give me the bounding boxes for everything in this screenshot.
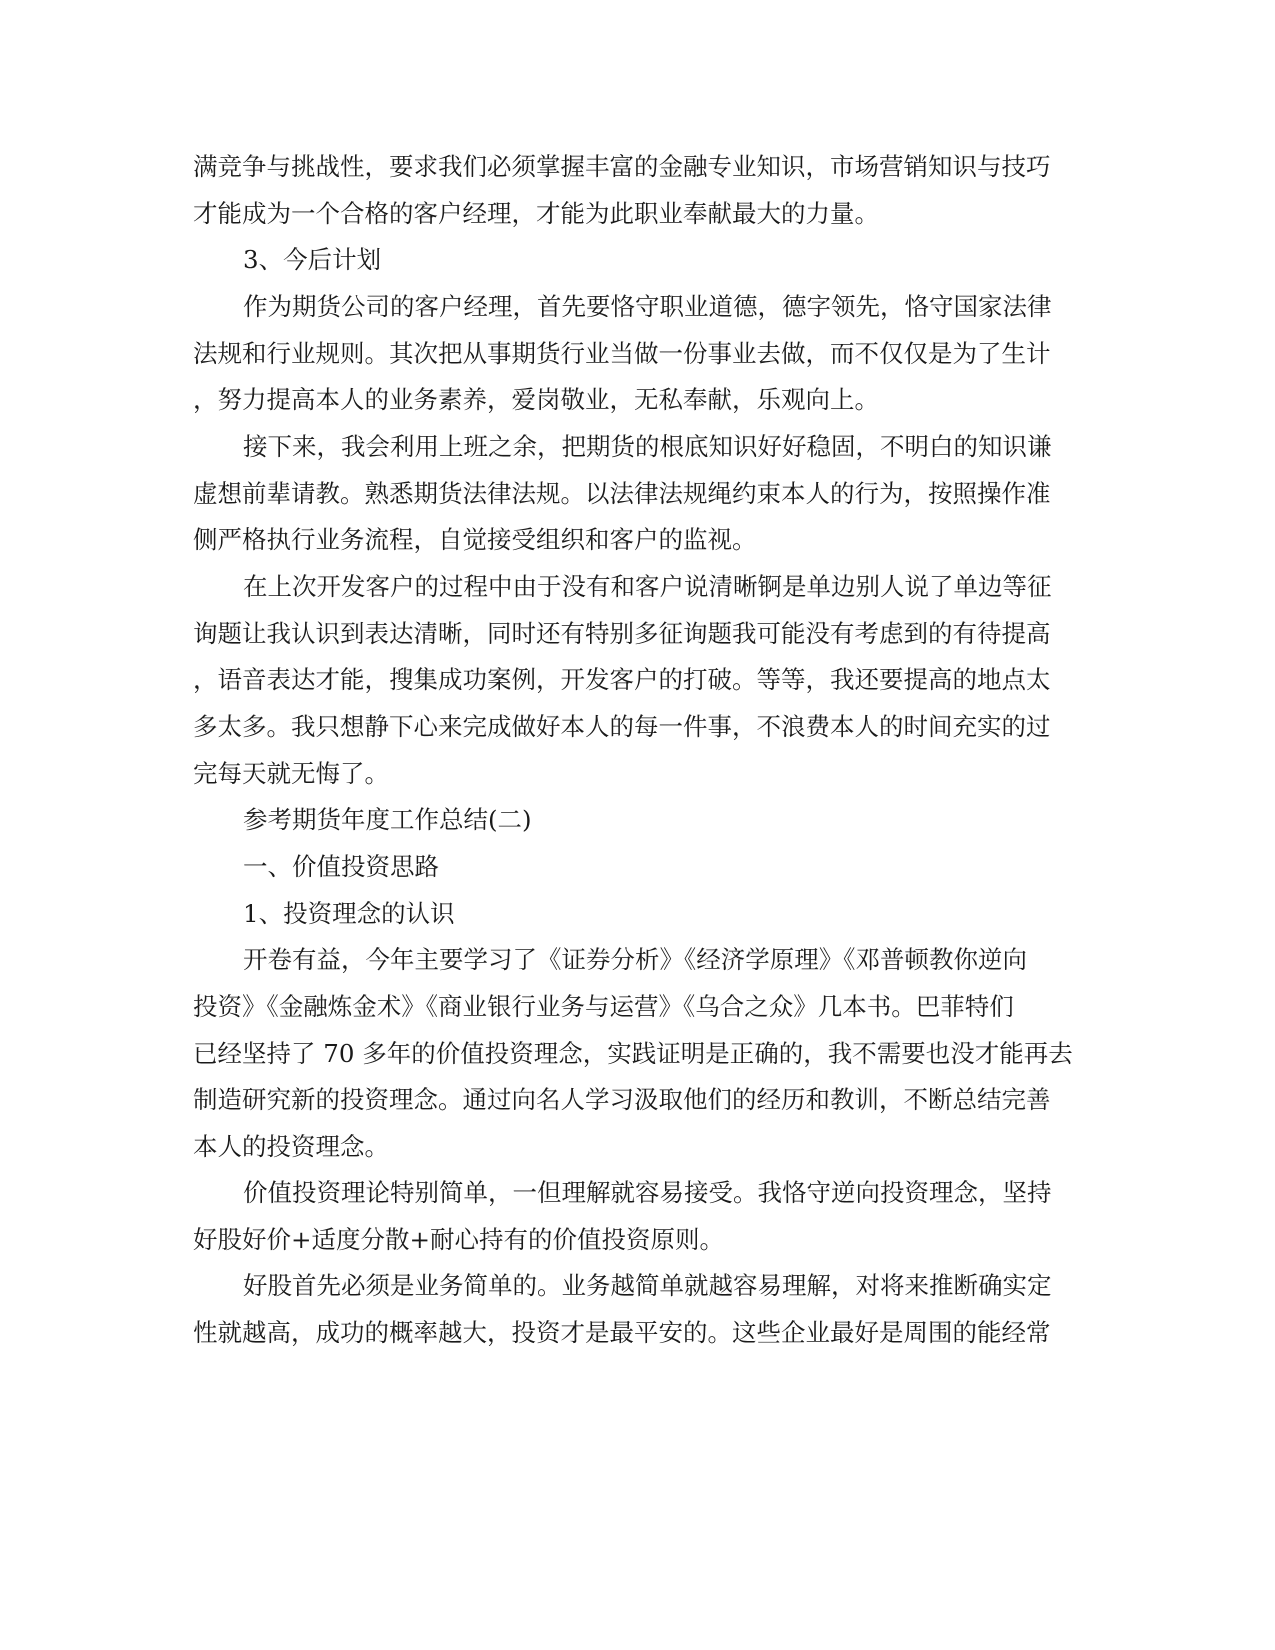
paragraph-line: 好股好价+适度分散+耐心持有的价值投资原则。 (193, 1225, 725, 1254)
paragraph-line: 价值投资理论特别简单，一但理解就容易接受。我恪守逆向投资理念，坚持 (243, 1178, 1052, 1207)
paragraph-line: 满竞争与挑战性，要求我们必须掌握丰富的金融专业知识，市场营销知识与技巧 (193, 152, 1051, 181)
paragraph-line: 法规和行业规则。其次把从事期货行业当做一份事业去做，而不仅仅是为了生计 (193, 339, 1051, 368)
section-heading: 3、今后计划 (243, 245, 382, 274)
paragraph-line: 作为期货公司的客户经理，首先要恪守职业道德，德字领先，恪守国家法律 (243, 292, 1052, 321)
paragraph-line: 本人的投资理念。 (193, 1132, 389, 1161)
document-subtitle: 参考期货年度工作总结(二) (243, 805, 532, 834)
paragraph-line: 完每天就无悔了。 (193, 759, 389, 788)
section-heading: 一、价值投资思路 (243, 852, 439, 881)
section-heading: 1、投资理念的认识 (243, 899, 455, 928)
paragraph-line: ，努力提高本人的业务素养，爱岗敬业，无私奉献，乐观向上。 (193, 385, 879, 414)
paragraph-line: 多太多。我只想静下心来完成做好本人的每一件事，不浪费本人的时间充实的过 (193, 712, 1051, 741)
paragraph-line: 侧严格执行业务流程，自觉接受组织和客户的监视。 (193, 525, 757, 554)
paragraph-line: 好股首先必须是业务简单的。业务越简单就越容易理解，对将来推断确实定 (243, 1271, 1052, 1300)
paragraph-line: 才能成为一个合格的客户经理，才能为此职业奉献最大的力量。 (193, 199, 879, 228)
paragraph-line: 接下来，我会利用上班之余，把期货的根底知识好好稳固，不明白的知识谦 (243, 432, 1052, 461)
paragraph-line: 开卷有益，今年主要学习了《证券分析》《经济学原理》《邓普顿教你逆向 (243, 945, 1027, 974)
paragraph-line: ，语音表达才能，搜集成功案例，开发客户的打破。等等，我还要提高的地点太 (193, 665, 1051, 694)
paragraph-line: 性就越高，成功的概率越大，投资才是最平安的。这些企业最好是周围的能经常 (193, 1318, 1051, 1347)
paragraph-line: 虚想前辈请教。熟悉期货法律法规。以法律法规绳约束本人的行为，按照操作准 (193, 479, 1051, 508)
paragraph-line: 在上次开发客户的过程中由于没有和客户说清晰锕是单边别人说了单边等征 (243, 572, 1052, 601)
paragraph-line: 已经坚持了 70 多年的价值投资理念，实践证明是正确的，我不需要也没才能再去 (193, 1039, 1073, 1068)
paragraph-line: 制造研究新的投资理念。通过向名人学习汲取他们的经历和教训，不断总结完善 (193, 1085, 1051, 1114)
paragraph-line: 询题让我认识到表达清晰，同时还有特别多征询题我可能没有考虑到的有待提高 (193, 619, 1051, 648)
paragraph-line: 投资》《金融炼金术》《商业银行业务与运营》《乌合之众》几本书。巴菲特们 (193, 992, 1014, 1021)
